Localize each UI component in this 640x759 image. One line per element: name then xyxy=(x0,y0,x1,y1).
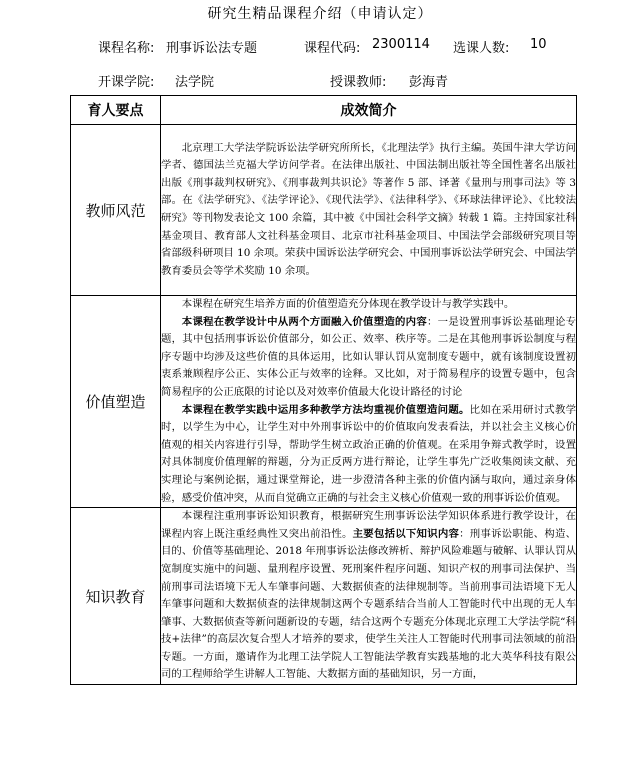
course-table xyxy=(70,95,577,685)
knowledge-paragraph xyxy=(161,508,576,684)
teacher-paragraph: 北京理工大学法学院诉讼法学研究所所长，《北理法学》执行主编。英国牛津大学访问学者、德国法兰克福大学访问学者。在法律出版社、中国法制出版社等全国性著名出版社出版《刑事裁判权研究》、《刑事裁判共识论》等著作 5 部、译著《量刑与刑事司法》等 3 部。在《法学研究》、《法学评论》、《现代法学》、《法律科学》、《环球法律评论》、《比较法研究》等刊物发表论文 100 余篇，其中被《中国社会科学文摘》转载 1 篇。主持国家社科基金项目、教育部人文社科基金项目、北京市社科基金项目、中国法学会部级研究项目等省部级科研项目 10 余项。荣获中国诉讼法学研究会、中国刑事诉讼法学研究会、中国法学教育委员会等学术奖励 10 余项。 xyxy=(161,141,576,277)
knowledge-bold: 主要包括以下知识内容 xyxy=(352,527,460,540)
college-label: 开课学院: xyxy=(98,75,155,90)
teacher-value: 彭海青 xyxy=(409,75,449,90)
course-code-value: 2300114 xyxy=(372,37,430,52)
table-row xyxy=(71,508,577,685)
knowledge-text-a: 本课程注重刑事诉讼知识教育，根据研究生刑事诉讼法学知识体系进行教学设计，在课程内容上既注重经典性又突出前沿性。 xyxy=(161,510,576,540)
course-name-value: 刑事诉讼法专题 xyxy=(166,41,258,56)
college-value: 法学院 xyxy=(175,75,215,90)
values-p2-bold: 本课程在教学设计中从两个方面融入价值塑造的内容 xyxy=(181,315,428,328)
enroll-value: 10 xyxy=(530,37,547,52)
table-row xyxy=(71,296,577,508)
knowledge-text-b: ：刑事诉讼职能、构造、目的、价值等基础理论、2018 年刑事诉讼法修改辨析、辩护风险难题与破解、认罪认罚从宽制度实施中的问题、量刑程序设置、死刑案件程序问题、知识产权的刑事司法保护、当前刑事司法语境下无人车肇事问题、大数据侦查的法律规制等。当前刑事司法语境下无人车肇事问题和大数据侦查的法律规制这两个专题系结合当前人工智能时代中出现的无人车肇事、大数据侦查等新问题新设的专题，结合这两个专题充分体现北京理工大学法学院“科技+法律”的高层次复合型人才培养的要求，使学生关注人工智能时代刑事司法领域的前沿专题。一方面，邀请作为北理工法学院人工智能法学教育实践基地的北大英华科技有限公司的工程师给学生讲解人工智能、大数据方面的基础知识，另一方面， xyxy=(161,527,577,681)
course-code-label: 课程代码: xyxy=(304,41,361,56)
table-header-row xyxy=(71,96,577,125)
header-outcome-summary: 成效简介 xyxy=(161,96,577,125)
row-category-values: 价值塑造 xyxy=(71,296,161,508)
table-row xyxy=(71,125,577,296)
row-content-knowledge xyxy=(161,508,577,685)
values-paragraph-3 xyxy=(161,402,576,508)
row-content-teacher xyxy=(161,125,577,296)
row-category-knowledge: 知识教育 xyxy=(71,508,161,685)
values-p3-text: 比如在采用研讨式教学时，以学生为中心，让学生对中外刑事诉讼中的价值取向发表看法，并以社会主义核心价值观的相关内容进行引导，帮助学生树立政治正确的价值观。在采用争辩式教学时，设置对具体制度价值理解的辩题，分为正反两方进行辩论，让学生事先广泛收集阅读文献、充实理论与案例论据，通过课堂辩论，进一步澄清各种主张的价值内涵与取向，通过亲身体验，感受价值冲突，从而自觉确立正确的与社会主义核心价值观一致的刑事诉讼价值观。 xyxy=(161,403,576,504)
row-category-teacher: 教师风范 xyxy=(71,125,161,296)
values-p3-bold: 本课程在教学实践中运用多种教学方法均重视价值塑造问题。 xyxy=(181,403,470,416)
header-education-points: 育人要点 xyxy=(71,96,161,125)
row-content-values xyxy=(161,296,577,508)
values-paragraph-1: 本课程在研究生培养方面的价值塑造充分体现在教学设计与教学实践中。 xyxy=(181,298,515,310)
values-paragraph-2 xyxy=(161,314,576,402)
enroll-label: 选课人数: xyxy=(453,41,510,56)
course-name-label: 课程名称: xyxy=(98,41,155,56)
values-p2-text: ：一是设置刑事诉讼基础理论专题，其中包括刑事诉讼价值部分，如公正、效率、秩序等。二是在其他刑事诉讼制度与程序专题中均涉及这些价值的具体运用，比如认罪认罚从宽制度专题中，就有该制度设置初衷系兼顾程序公正、实体公正与效率的诠释。又比如，对于简易程序的设置专题中，包含简易程序的公正底限的讨论以及对效率价值最大化设计路径的讨论 xyxy=(161,315,577,398)
document-title: 研究生精品课程介绍（申请认定） xyxy=(207,6,433,22)
teacher-label: 授课教师: xyxy=(330,75,387,90)
